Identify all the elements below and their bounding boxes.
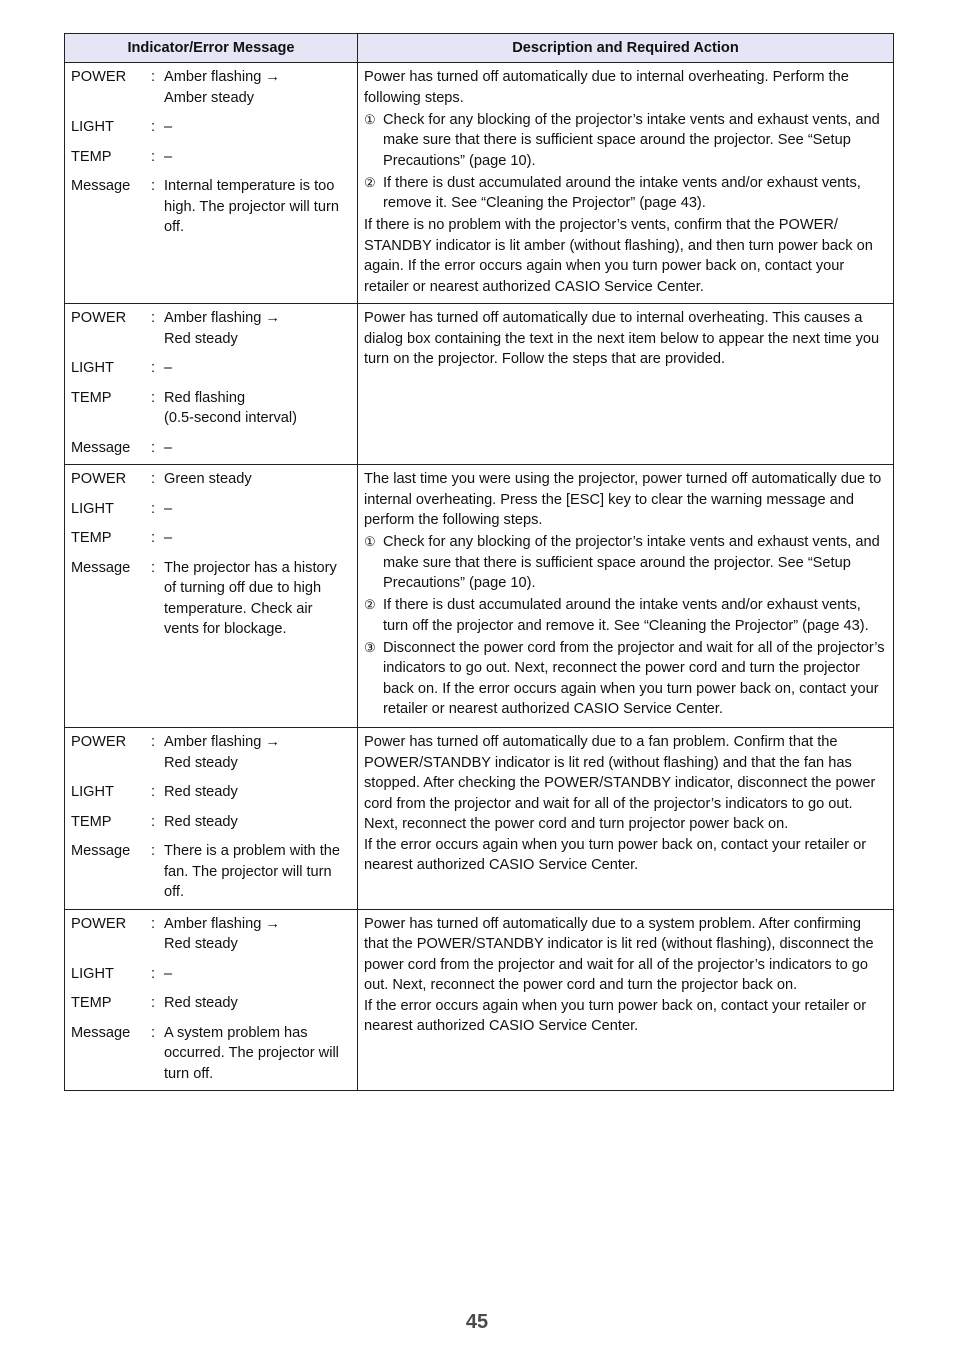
- step-item: [364, 110, 887, 172]
- table-row: [65, 728, 894, 910]
- indicator-colon: :: [151, 559, 156, 576]
- indicator-colon: :: [151, 734, 156, 750]
- step-text: Disconnect the power cord from the projector and wait for all of the projector’s indicators to go out. Next, reconnect the power cord and turn the projector back on. If the error occurs again when you turn power back on, contact your retailer or nearest authorized CASIO Service Center.: [383, 639, 885, 717]
- indicator-value: Amber flashing → Red steady: [164, 734, 280, 771]
- column-header-description: Description and Required Action: [358, 34, 894, 63]
- description-cell: [358, 63, 894, 304]
- indicator-colon: :: [151, 813, 156, 830]
- table-row: [65, 465, 894, 728]
- indicator-name: LIGHT: [71, 784, 114, 800]
- indicator-line: [71, 1023, 357, 1085]
- indicator-value: The projector has a history of turning off due to high temperature. Check air vents for blockage.: [164, 559, 337, 637]
- description-paragraph: Power has turned off automatically due to a fan problem. Confirm that the POWER/STANDBY indicator is lit red (without flashing) and that the fan has stopped. After checking the POWER/STANDBY indicator, disconnect the power cord from the projector and wait for all of the projector’s indicators to go out. Next, reconnect the power cord and turn projector power back on.: [364, 734, 876, 832]
- step-number: ②: [364, 174, 376, 190]
- indicator-name: POWER: [71, 471, 127, 487]
- table-row: [65, 63, 894, 304]
- indicator-line: [71, 499, 357, 520]
- indicator-colon: :: [151, 530, 156, 546]
- indicator-value: –: [164, 500, 173, 517]
- indicator-line: [71, 964, 357, 985]
- indicator-colon: :: [151, 500, 156, 517]
- indicator-value: Amber flashing → Red steady: [164, 915, 280, 952]
- indicator-value: Green steady: [164, 471, 252, 487]
- indicator-value: Amber flashing → Amber steady: [164, 69, 280, 106]
- table-row: [65, 304, 894, 465]
- step-item: [364, 595, 887, 636]
- indicator-value: –: [164, 119, 173, 135]
- table-body: [65, 63, 894, 1091]
- indicator-colon: :: [151, 995, 156, 1011]
- step-text: Check for any blocking of the projector’s intake vents and exhaust vents, and make sure that there is sufficient space around the projector. See “Setup Precautions” (page 10).: [383, 534, 880, 591]
- indicator-colon: :: [151, 69, 156, 85]
- indicator-line: [71, 782, 357, 803]
- indicator-name: TEMP: [71, 995, 112, 1011]
- indicator-value: –: [164, 530, 173, 546]
- indicator-line: [71, 914, 357, 955]
- indicator-colon: :: [151, 784, 156, 800]
- indicator-colon: :: [151, 178, 156, 194]
- indicator-colon: :: [151, 389, 156, 406]
- page-number: 45: [465, 1311, 489, 1333]
- description-paragraph: Power has turned off automatically due to a system problem. After confirming that the POWER/STANDBY indicator is lit red (without flashing), disconnect the power cord from the projector and wait for all of the projector’s indicators to go out. Next, reconnect the power cord and turn the projector back on.: [364, 915, 874, 993]
- description-cell: [358, 909, 894, 1091]
- indicator-name: Message: [71, 439, 131, 456]
- indicator-value: –: [164, 360, 173, 376]
- indicator-line: [71, 358, 357, 379]
- indicator-name: Message: [71, 843, 131, 859]
- indicator-name: POWER: [71, 915, 127, 932]
- description-cell: [358, 465, 894, 728]
- indicator-colon: :: [151, 310, 156, 326]
- indicator-cell: [65, 465, 358, 728]
- indicator-line: [71, 558, 357, 640]
- indicator-line: [71, 812, 357, 833]
- indicator-line: [71, 469, 357, 490]
- indicator-name: LIGHT: [71, 360, 114, 376]
- indicator-colon: :: [151, 965, 156, 982]
- indicator-value: Internal temperature is too high. The projector will turn off.: [164, 178, 339, 235]
- indicator-colon: :: [151, 1024, 156, 1041]
- step-text: If there is dust accumulated around the intake vents and/or exhaust vents, turn off the projector and remove it. See “Cleaning the Projector” (page 43).: [383, 597, 869, 634]
- indicator-line: [71, 388, 357, 429]
- description-paragraph: Power has turned off automatically due to internal overheating. This causes a dialog box containing the text in the next item below to appear the next time you turn on the projector. Follow the steps that are provided.: [364, 310, 880, 367]
- indicator-line: [71, 176, 357, 238]
- indicator-value: A system problem has occurred. The projector will turn off.: [164, 1024, 339, 1082]
- indicator-name: Message: [71, 178, 131, 194]
- indicator-colon: :: [151, 915, 156, 932]
- indicator-colon: :: [151, 843, 156, 859]
- indicator-value: –: [164, 439, 173, 456]
- indicator-cell: [65, 909, 358, 1091]
- indicator-colon: :: [151, 439, 156, 456]
- indicator-colon: :: [151, 119, 156, 135]
- indicator-name: POWER: [71, 310, 127, 326]
- indicator-line: [71, 732, 357, 773]
- indicator-value: –: [164, 965, 173, 982]
- description-cell: [358, 304, 894, 465]
- indicator-value: Red steady: [164, 995, 238, 1011]
- indicator-value: Amber flashing → Red steady: [164, 310, 280, 347]
- indicator-line: [71, 147, 357, 168]
- indicator-value: Red steady: [164, 813, 238, 830]
- table-header-row: [65, 34, 894, 63]
- column-header-indicator: Indicator/Error Message: [65, 34, 358, 63]
- indicator-value: There is a problem with the fan. The projector will turn off.: [164, 843, 341, 900]
- description-paragraph: If the error occurs again when you turn power back on, contact your retailer or nearest authorized CASIO Service Center.: [364, 997, 867, 1034]
- indicator-line: [71, 528, 357, 549]
- description-paragraph: The last time you were using the projector, power turned off automatically due to internal overheating. Press the [ESC] key to clear the warning message and perform the following steps.: [364, 471, 882, 528]
- indicator-name: TEMP: [71, 389, 112, 406]
- indicator-colon: :: [151, 148, 156, 165]
- step-item: [364, 532, 887, 594]
- indicator-cell: [65, 728, 358, 910]
- indicator-line: [71, 67, 357, 108]
- description-paragraph: Power has turned off automatically due to internal overheating. Perform the following steps.: [364, 69, 849, 106]
- indicator-name: Message: [71, 559, 131, 576]
- step-text: Check for any blocking of the projector’s intake vents and exhaust vents, and make sure that there is sufficient space around the projector. See “Setup Precautions” (page 10).: [383, 111, 880, 169]
- indicator-line: [71, 841, 357, 903]
- indicator-name: POWER: [71, 734, 127, 750]
- indicator-line: [71, 308, 357, 349]
- indicator-cell: [65, 63, 358, 304]
- indicator-value: –: [164, 148, 173, 165]
- indicator-name: POWER: [71, 69, 127, 85]
- description-paragraph: If there is no problem with the projector’s vents, confirm that the POWER/ STANDBY indicator is lit amber (without flashing), and then turn power back on again. If the error occurs again when you turn power back on, contact your retailer or nearest authorized CASIO Service Center.: [364, 217, 873, 295]
- step-number: ①: [364, 534, 376, 549]
- table-row: [65, 909, 894, 1091]
- indicator-name: TEMP: [71, 530, 112, 546]
- indicator-value: Red flashing (0.5-second interval): [164, 389, 298, 426]
- indicator-colon: :: [151, 360, 156, 376]
- description-paragraph: If the error occurs again when you turn power back on, contact your retailer or nearest authorized CASIO Service Center.: [364, 836, 867, 873]
- step-number: ①: [364, 111, 376, 127]
- indicator-line: [71, 993, 357, 1014]
- indicator-colon: :: [151, 471, 156, 487]
- indicator-name: LIGHT: [71, 119, 114, 135]
- indicator-value: Red steady: [164, 784, 238, 800]
- step-text: If there is dust accumulated around the intake vents and/or exhaust vents, remove it. See “Cleaning the Projector” (page 43).: [383, 174, 861, 211]
- step-item: [364, 173, 887, 214]
- description-cell: [358, 728, 894, 910]
- indicator-line: [71, 438, 357, 459]
- indicator-name: TEMP: [71, 813, 112, 830]
- step-item: [364, 638, 887, 720]
- step-number: ③: [364, 639, 376, 655]
- indicator-name: LIGHT: [71, 965, 114, 982]
- indicator-name: Message: [71, 1024, 131, 1041]
- indicator-name: LIGHT: [71, 500, 114, 517]
- indicator-line: [71, 117, 357, 138]
- error-indicator-table: [64, 33, 894, 1091]
- step-number: ②: [364, 597, 376, 612]
- indicator-name: TEMP: [71, 148, 112, 165]
- indicator-cell: [65, 304, 358, 465]
